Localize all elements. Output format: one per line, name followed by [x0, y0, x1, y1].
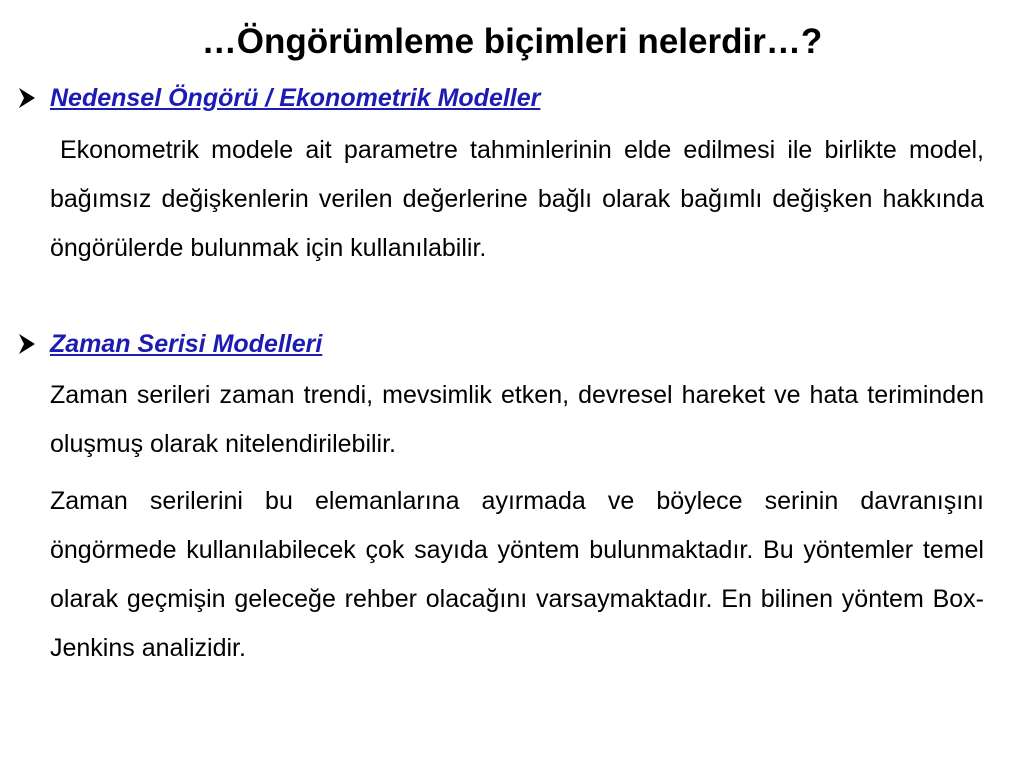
paragraph-time-series-definition: Zaman serileri zaman trendi, mevsimlik etken, devresel hareket ve hata teriminden oluşmuş olarak nitelendirilebilir.	[50, 381, 984, 458]
paragraph-time-series-methods: Zaman serilerini bu elemanlarına ayırmada ve böylece serinin davranışını öngörmede kullanılabilecek çok sayıda yöntem bulunmaktadır. Bu yöntemler temel olarak geçmişin geleceğe rehber olacağını varsaymaktadır. En bilinen yöntem Box-Jenkins analizidir.	[50, 487, 984, 662]
paragraph-econometric: Ekonometrik modele ait parametre tahminlerinin elde edilmesi ile birlikte model, bağımsız değişkenlerin verilen değerlerine bağlı olarak bağımlı değişken hakkında öngörülerde bulunmak için kullanılabilir.	[50, 136, 984, 262]
arrow-bullet-icon	[17, 332, 37, 356]
section-heading-econometric: Nedensel Öngörü / Ekonometrik Modeller	[50, 84, 541, 112]
section-heading-time-series: Zaman Serisi Modelleri	[50, 330, 323, 358]
slide-title: …Öngörümleme biçimleri nelerdir…?	[201, 22, 823, 61]
arrow-bullet-icon	[17, 86, 37, 110]
